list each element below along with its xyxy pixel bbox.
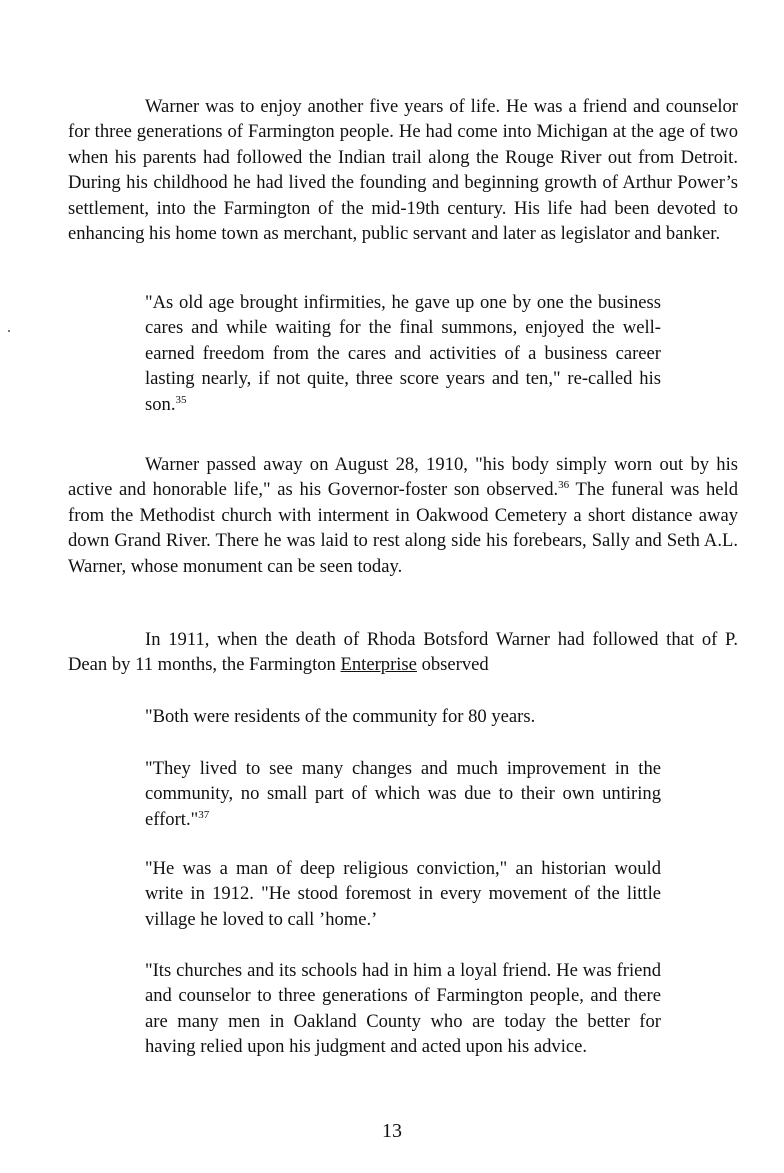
paragraph-text: observed [416, 654, 489, 676]
quote-text: "He was a man of deep religious conviction," an historian would write in 1912. "He stood foremost in every movement of the little village he loved to call ’home.’ [145, 858, 661, 930]
paragraph-enterprise [68, 627, 738, 678]
quote-historian [145, 856, 661, 932]
footnote-ref: 36 [558, 479, 570, 492]
quote-son [145, 290, 661, 417]
newspaper-title: Enterprise [340, 654, 417, 676]
footnote-ref: 35 [175, 393, 187, 406]
paragraph-text: Warner passed away on August 28, 1910, "his body simply worn out by his active and honorable life," as his Governor-foster son observed. [68, 454, 738, 501]
quote-changes [145, 756, 661, 832]
quote-text: "Its churches and its schools had in him a loyal friend. He was friend and counselor to three generations of Farmington people, and there are many men in Oakland County who are today the better for having relied upon his judgment and acted upon his advice. [145, 960, 661, 1058]
quote-text: "They lived to see many changes and much improvement in the community, no small part of which was due to their own untiring effort." [145, 758, 661, 830]
paragraph-text: The funeral was held from the Methodist church with interment in Oakwood Cemetery a short distance away down Grand River. There he was laid to rest along side his forebears, Sally and Seth A.L. Warner, whose monument can be seen today. [68, 479, 738, 577]
quote-text: "As old age brought infirmities, he gave up one by one the business cares and while waiting for the final summons, enjoyed the well-earned freedom from the cares and activities of a business career lasting nearly, if not quite, three score years and ten," re-called his son. [145, 292, 661, 415]
scan-speck [8, 330, 10, 332]
footnote-ref: 37 [198, 808, 210, 821]
paragraph-text: Warner was to enjoy another five years of life. He was a friend and counselor for three generations of Farmington people. He had come into Michigan at the age of two when his parents had followed the Indian trail along the Rouge River out from Detroit. During his childhood he had lived the founding and beginning growth of Arthur Power’s settlement, into the Farmington of the mid-19th century. His life had been devoted to enhancing his home town as merchant, public servant and later as legislator and banker. [68, 96, 738, 245]
paragraph-warner-death [68, 452, 738, 579]
paragraph-text: In 1911, when the death of Rhoda Botsford Warner had followed that of P. Dean by 11 months, the Farmington [68, 629, 738, 676]
quote-churches [145, 958, 661, 1060]
quote-text: "Both were residents of the community for 80 years. [145, 706, 536, 727]
page-number: 13 [382, 1120, 402, 1142]
quote-residents [145, 704, 661, 729]
paragraph-warner-life [68, 94, 738, 246]
